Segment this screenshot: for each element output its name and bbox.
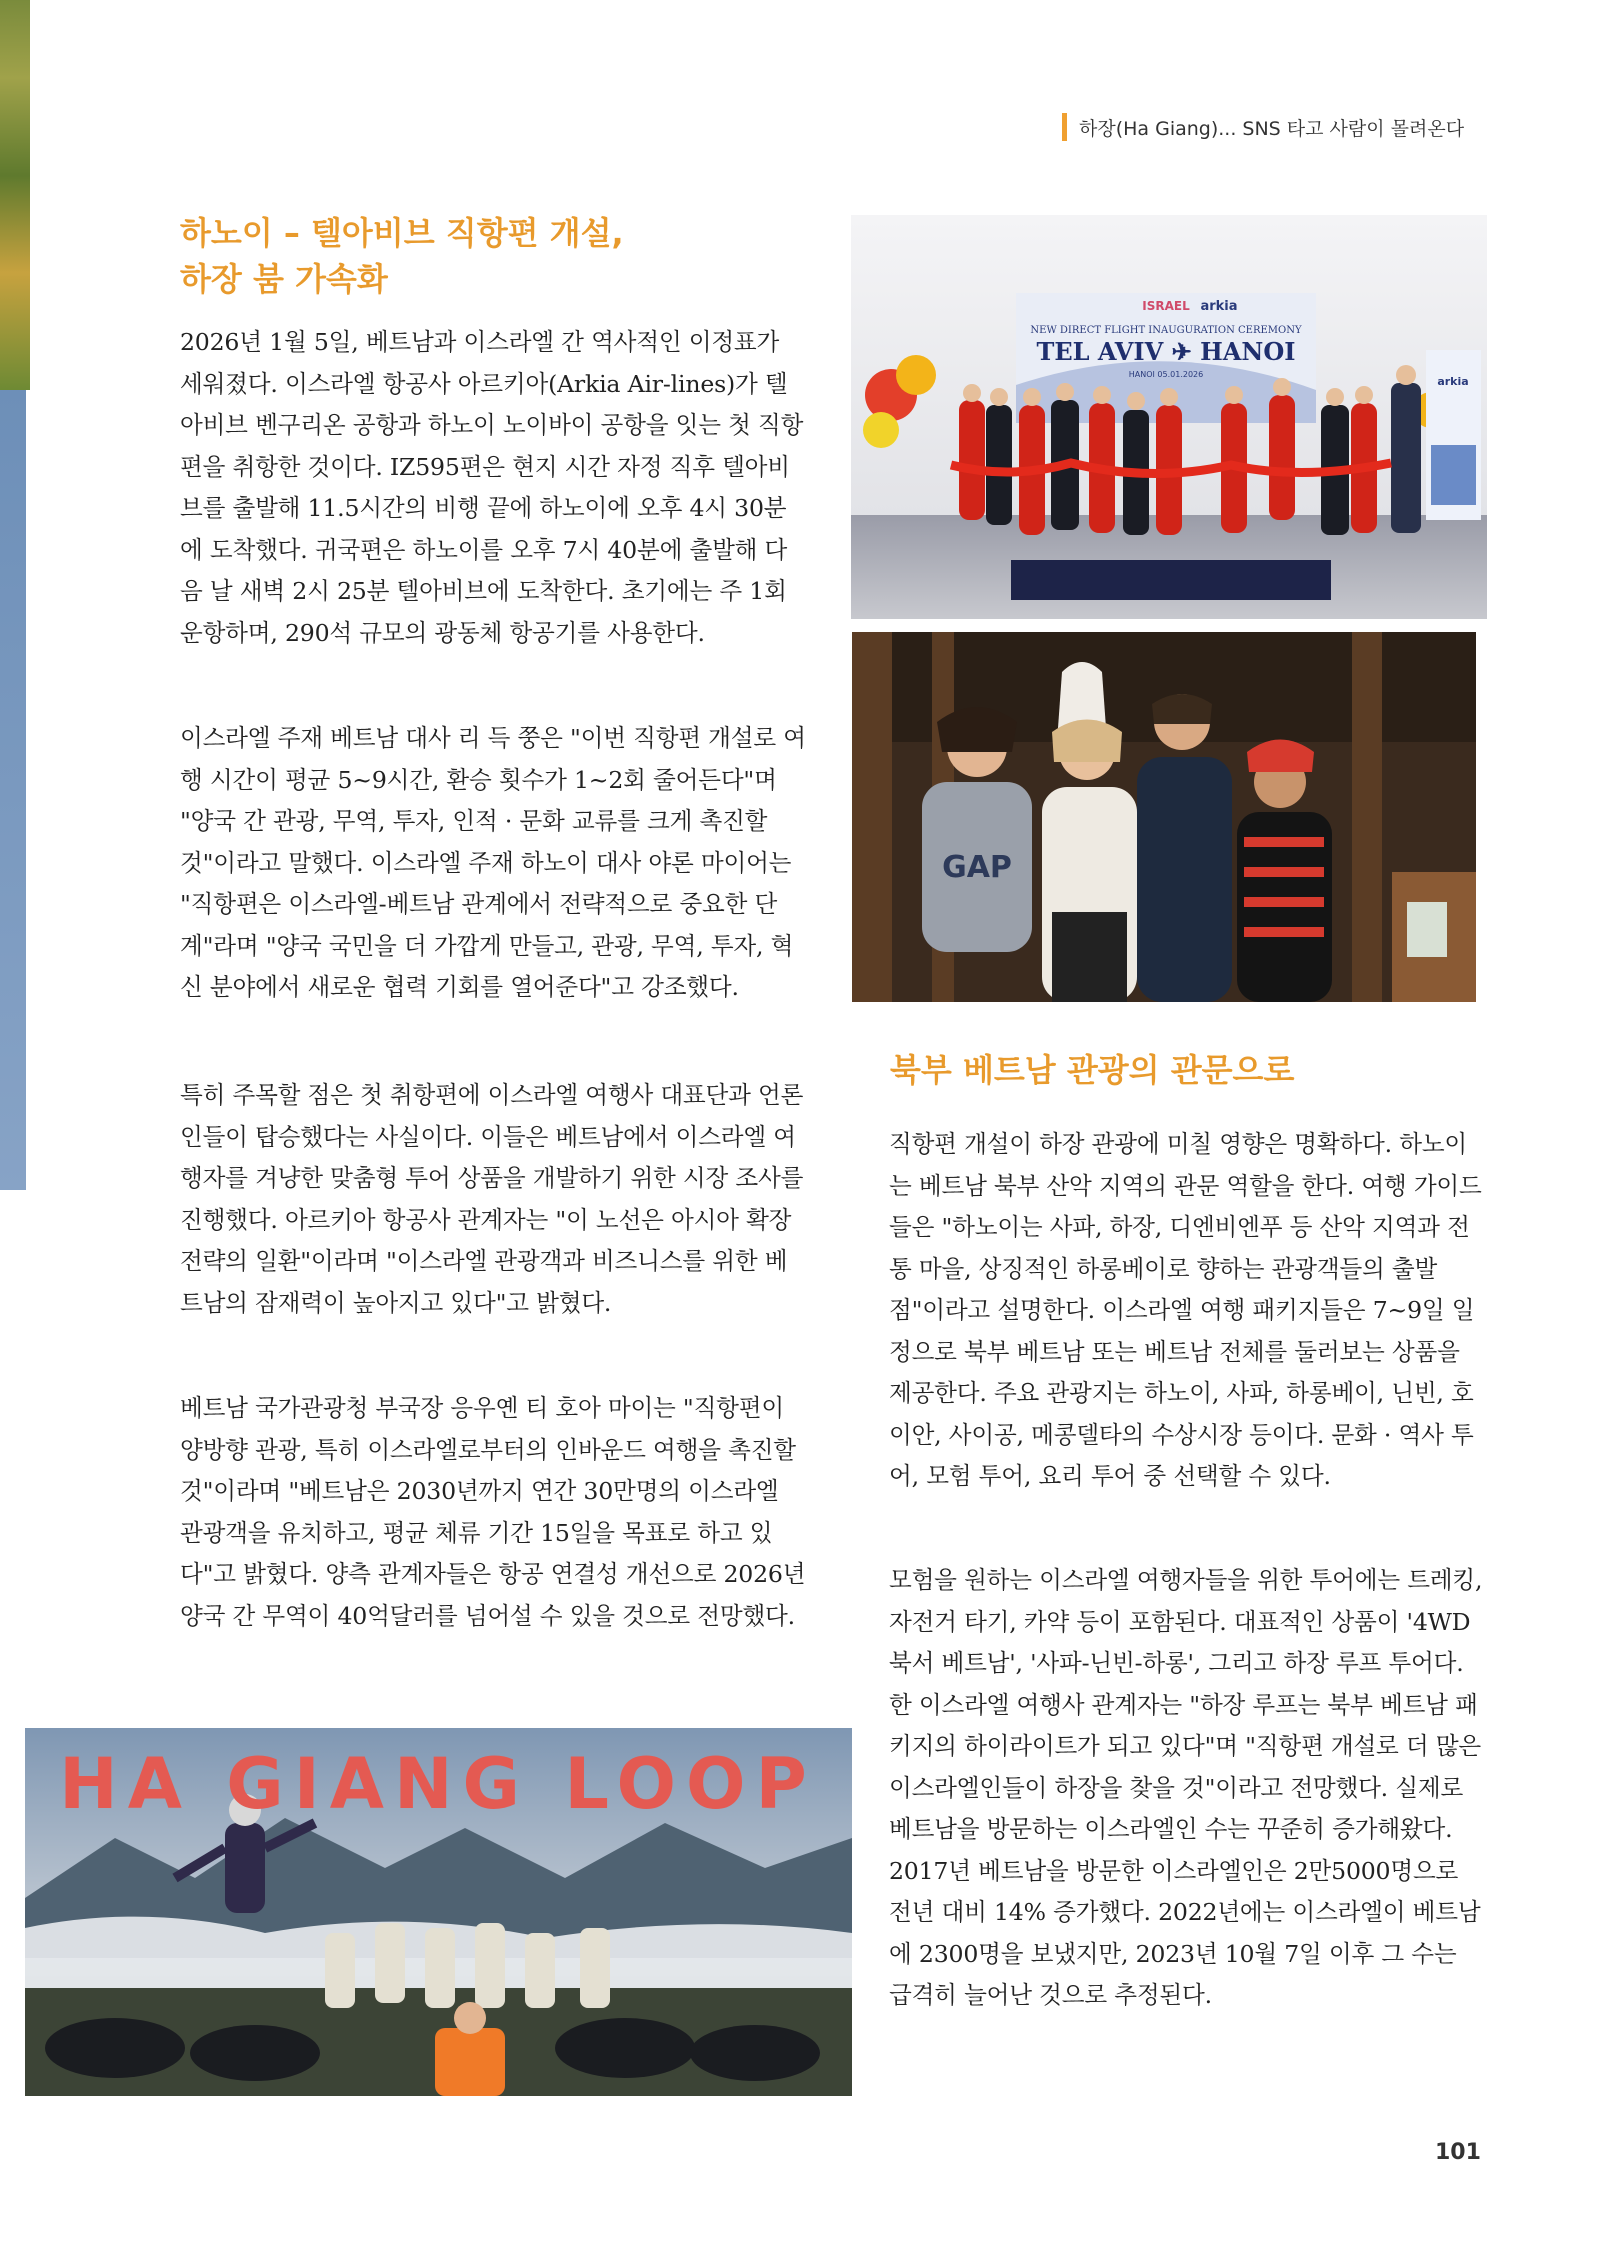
ha-giang-loop-photo — [25, 1728, 852, 2096]
section1-paragraph-3: 특히 주목할 점은 첫 취항편에 이스라엘 여행사 대표단과 언론인들이 탑승했다는 사실이다. 이들은 베트남에서 이스라엘 여행자를 겨냥한 맞춤형 투어 상품을 개발하기 위한 시장 조사를 진행했다. 아르키아 항공사 관계자는 "이 노선은 아시아 확장 전략의 일환"이라며 "이스라엘 관광객과 비즈니스를 위한 베트남의 잠재력이 높아지고 있다"고 밝혔다. — [180, 1081, 804, 1317]
running-header — [1062, 112, 1464, 142]
edge-color-bar — [0, 390, 26, 1190]
section2-paragraph-1: 직항편 개설이 하장 관광에 미칠 영향은 명확하다. 하노이는 베트남 북부 산악 지역의 관문 역할을 한다. 여행 가이드들은 "하노이는 사파, 하장, 디엔비엔푸 등 산악 지역과 전통 마을, 상징적인 하롱베이로 향하는 관광객들의 출발점"이라고 설명한다. 이스라엘 여행 패키지들은 7~9일 일정으로 북부 베트남 또는 베트남 전체를 둘러보는 상품을 제공한다. 주요 관광지는 하노이, 사파, 하롱베이, 닌빈, 호이안, 사이공, 메콩델타의 수상시장 등이다. 문화 · 역사 투어, 모험 투어, 요리 투어 중 선택할 수 있다. — [889, 1130, 1482, 1490]
running-header-text: 하장(Ha Giang)... SNS 타고 사람이 몰려온다 — [1079, 117, 1465, 140]
banner-brand-arkia: arkia — [1200, 299, 1238, 314]
side-banner-brand: arkia — [1437, 375, 1469, 388]
loop-photo-title: HA GIANG LOOP — [59, 1743, 817, 1825]
travelers-photo — [852, 632, 1476, 1002]
section1-heading-line1: 하노이 – 텔아비브 직항편 개설, — [180, 214, 624, 252]
section1-paragraph-2: 이스라엘 주재 베트남 대사 리 득 쭝은 "이번 직항편 개설로 여행 시간이 평균 5~9시간, 환승 횟수가 1~2회 줄어든다"며 "양국 간 관광, 무역, 투자, 인적 · 문화 교류를 크게 촉진할 것"이라고 말했다. 이스라엘 주재 하노이 대사 야론 마이어는 "직항편은 이스라엘-베트남 관계에서 전략적으로 중요한 단계"라며 "양국 국민을 더 가깝게 만들고, 관광, 무역, 투자, 혁신 분야에서 새로운 협력 기회를 열어준다"고 강조했다. — [180, 724, 806, 1001]
section1-heading — [180, 210, 800, 302]
section2-paragraph-2: 모험을 원하는 이스라엘 여행자들을 위한 투어에는 트레킹, 자전거 타기, 카약 등이 포함된다. 대표적인 상품이 '4WD 북서 베트남', '사파-닌빈-하롱', 그리고 하장 루프 투어다. 한 이스라엘 여행사 관계자는 "하장 루프는 북부 베트남 패키지의 하이라이트가 되고 있다"며 "직항편 개설로 더 많은 이스라엘인들이 하장을 찾을 것"이라고 전망했다. 실제로 베트남을 방문하는 이스라엘인 수는 꾸준히 증가해왔다. 2017년 베트남을 방문한 이스라엘인은 2만5000명으로 전년 대비 14% 증가했다. 2022년에는 이스라엘이 베트남에 2300명을 보냈지만, 2023년 10월 7일 이후 그 수는 급격히 늘어난 것으로 추정된다. — [889, 1566, 1483, 2009]
banner-brand-israel: ISRAEL — [1142, 299, 1190, 313]
section1-paragraph-4: 베트남 국가관광청 부국장 응우옌 티 호아 마이는 "직항편이 양방향 관광, 특히 이스라엘로부터의 인바운드 여행을 촉진할 것"이라며 "베트남은 2030년까지 연간 30만명의 이스라엘 관광객을 유치하고, 평균 체류 기간 15일을 목표로 하고 있다"고 밝혔다. 양측 관계자들은 항공 연결성 개선으로 2026년 양국 간 무역이 40억달러를 넘어설 수 있을 것으로 전망했다. — [180, 1394, 806, 1630]
banner-date: HANOI 05.01.2026 — [1128, 370, 1204, 379]
svg-text:GAP: GAP — [942, 850, 1012, 885]
banner-line2: TEL AVIV ✈ HANOI — [1036, 337, 1296, 366]
header-accent-bar — [1062, 113, 1067, 141]
banner-line1: NEW DIRECT FLIGHT INAUGURATION CEREMONY — [1030, 325, 1302, 336]
ceremony-photo — [851, 215, 1487, 619]
page-number: 101 — [1435, 2140, 1481, 2165]
edge-photo-strip — [0, 0, 30, 390]
section1-paragraph-1: 2026년 1월 5일, 베트남과 이스라엘 간 역사적인 이정표가 세워졌다. 이스라엘 항공사 아르키아(Arkia Air-lines)가 텔아비브 벤구리온 공항과 하노이 노이바이 공항을 잇는 첫 직항편을 취항한 것이다. IZ595편은 현지 시간 자정 직후 텔아비브를 출발해 11.5시간의 비행 끝에 하노이에 오후 4시 30분에 도착했다. 귀국편은 하노이를 오후 7시 40분에 출발해 다음 날 새벽 2시 25분 텔아비브에 도착한다. 초기에는 주 1회 운항하며, 290석 규모의 광동체 항공기를 사용한다. — [180, 328, 804, 647]
section2-heading: 북부 베트남 관광의 관문으로 — [890, 1051, 1295, 1089]
section1-heading-line2: 하장 붐 가속화 — [180, 260, 388, 298]
